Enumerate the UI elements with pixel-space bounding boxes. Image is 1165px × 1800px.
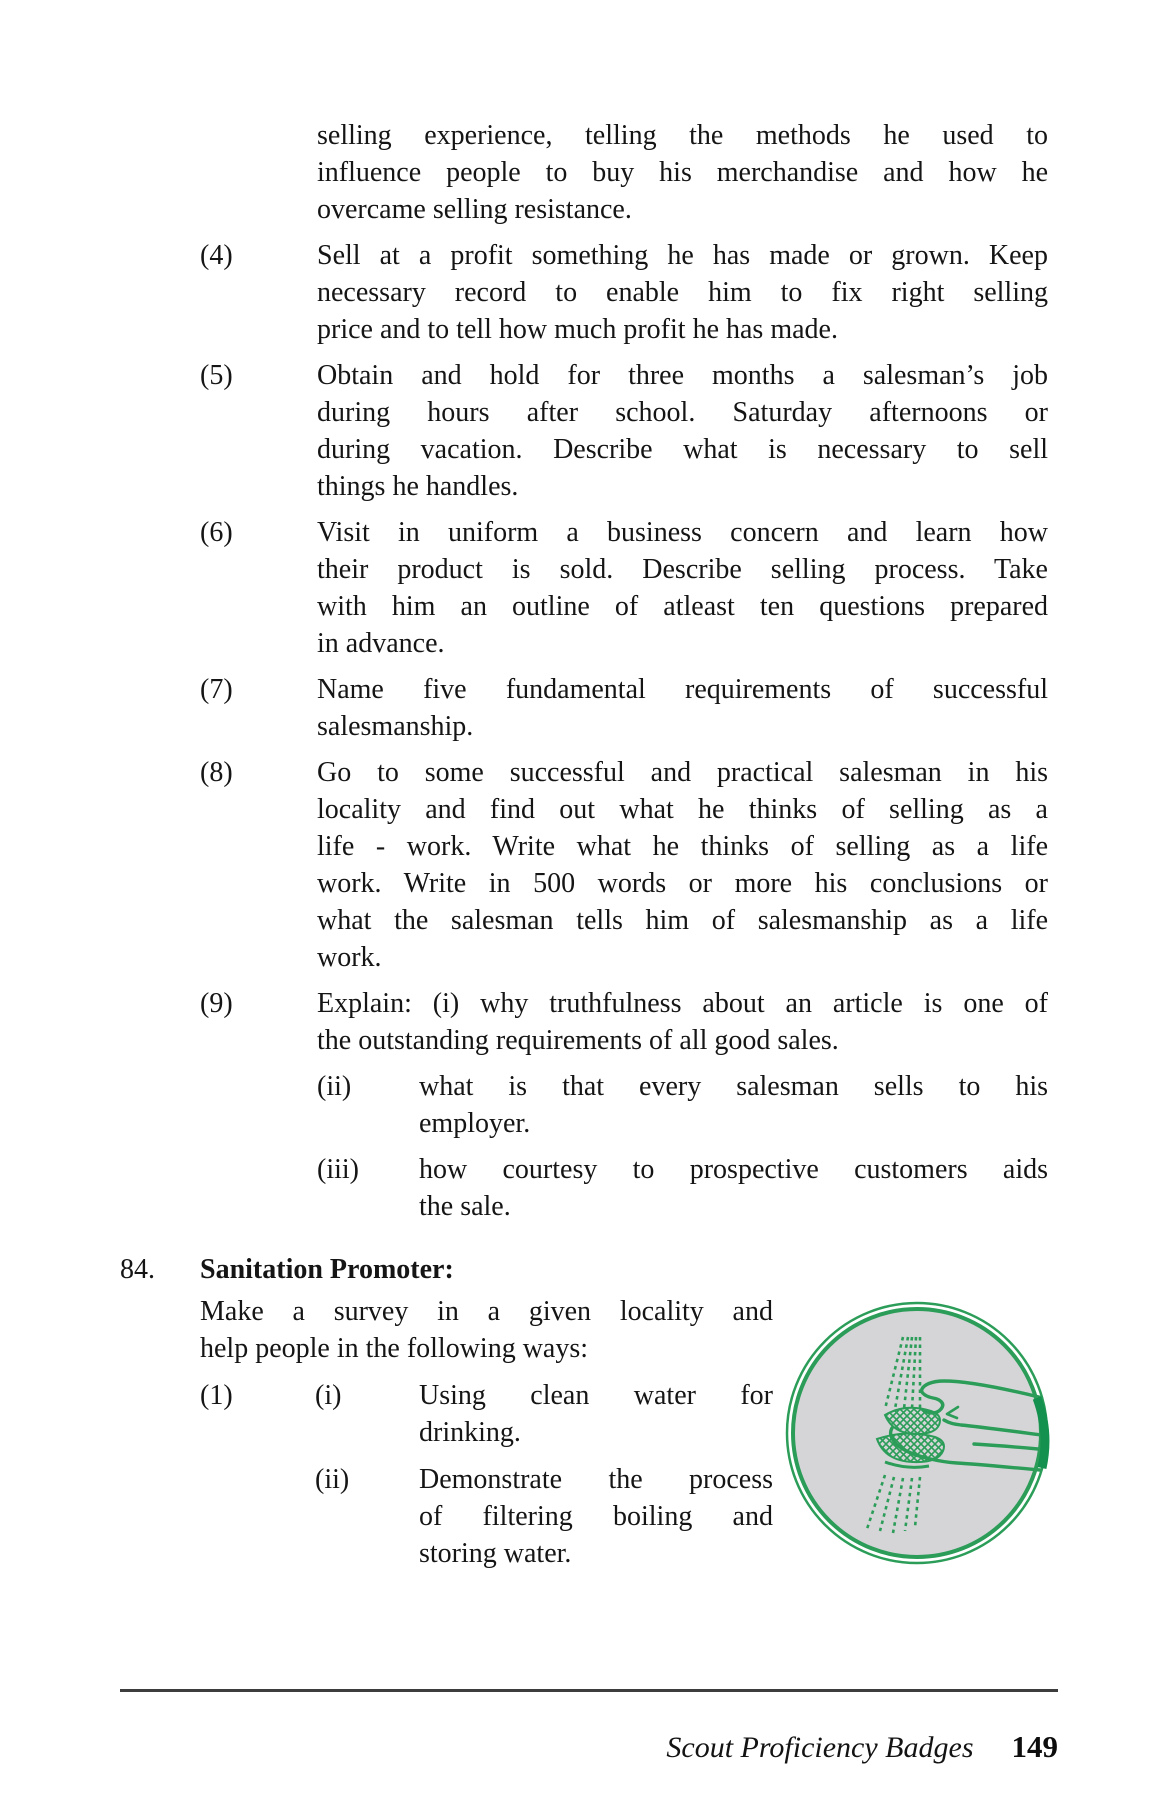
sub-marker: (ii) [315,1464,350,1495]
item-marker: (7) [200,674,233,705]
text-line: Explain: (i) why truthfulness about an article is one of [317,988,1048,1019]
item-marker: (9) [200,988,233,1019]
text-line: how courtesy to prospective customers aids [419,1154,1048,1185]
text-line: the sale. [419,1191,511,1222]
text-line: storing water. [419,1538,572,1569]
list-item-8 [120,754,1048,976]
text-line: locality and find out what he thinks of selling as a [317,794,1048,825]
text-line: price and to tell how much profit he has made. [317,314,838,345]
item-marker: (6) [200,517,233,548]
item-text [419,1151,1048,1225]
section-intro [200,1293,773,1367]
text-line: during vacation. Describe what is necessary to sell [317,434,1048,465]
section-content [200,1251,773,1572]
sanitation-badge-illustration [781,1297,1053,1569]
text-line: influence people to buy his merchandise and how he [317,157,1048,188]
text-line: life - work. Write what he thinks of selling as a life [317,831,1048,862]
section-heading: Sanitation Promoter: [200,1254,454,1285]
text-line: necessary record to enable him to fix right selling [317,277,1048,308]
text-line: Make a survey in a given locality and [200,1296,773,1327]
text-line: the outstanding requirements of all good sales. [317,1025,839,1056]
item-text [317,237,1048,348]
text-line: overcame selling resistance. [317,194,632,225]
text-line: Demonstrate the process [419,1464,773,1495]
text-line: things he handles. [317,471,519,502]
text-line: Go to some successful and practical salesman in his [317,757,1048,788]
list-item-5 [120,357,1048,505]
item-marker: (5) [200,360,233,391]
item-marker: (iii) [317,1154,359,1185]
footer [120,1729,1058,1765]
text-line: salesmanship. [317,711,474,742]
item-text [317,754,1048,976]
outer-marker: (1) [200,1380,233,1411]
list-item-ii [120,1068,1048,1142]
item-marker: (4) [200,240,233,271]
item-text [317,671,1048,745]
item-text [317,357,1048,505]
list-item-6 [120,514,1048,662]
badge-svg [781,1297,1053,1569]
section-sub-item-ii [200,1461,773,1572]
text-line: selling experience, telling the methods he used to [317,120,1048,151]
text-line: Name five fundamental requirements of successful [317,674,1048,705]
footer-rule [120,1689,1058,1692]
text-line: work. Write in 500 words or more his conclusions or [317,868,1048,899]
text-line: employer. [419,1108,531,1139]
text-line: Sell at a profit something he has made or grown. Keep [317,240,1048,271]
text-line: what is that every salesman sells to his [419,1071,1048,1102]
text-line: Obtain and hold for three months a salesman’s job [317,360,1048,391]
item-text [419,1068,1048,1142]
text-line: their product is sold. Describe selling process. Take [317,554,1048,585]
section-sub-item-i [200,1377,773,1451]
list-item-continued [120,117,1048,228]
text-line: Visit in uniform a business concern and learn how [317,517,1048,548]
text-line: with him an outline of atleast ten questions prepared [317,591,1048,622]
text-line: help people in the following ways: [200,1333,589,1364]
text-line: of filtering boiling and [419,1501,773,1532]
footer-page-number: 149 [1011,1729,1058,1764]
item-marker: (8) [200,757,233,788]
text-line: work. [317,942,382,973]
text-line: what the salesman tells him of salesmanship as a life [317,905,1048,936]
footer-book-title: Scout Proficiency Badges [666,1731,974,1764]
sub-marker: (i) [315,1380,342,1411]
sub-item-text [419,1377,773,1451]
section-number: 84. [120,1254,155,1285]
item-marker: (ii) [317,1071,352,1102]
item-text [317,985,1048,1059]
text-line: Using clean water for [419,1380,773,1411]
text-line: drinking. [419,1417,521,1448]
list-item-4 [120,237,1048,348]
text-line: in advance. [317,628,445,659]
list-item-iii [120,1151,1048,1225]
sub-item-text [419,1461,773,1572]
item-text [317,117,1048,228]
list-item-9 [120,985,1048,1059]
text-line: during hours after school. Saturday afternoons or [317,397,1048,428]
list-item-7 [120,671,1048,745]
item-text [317,514,1048,662]
